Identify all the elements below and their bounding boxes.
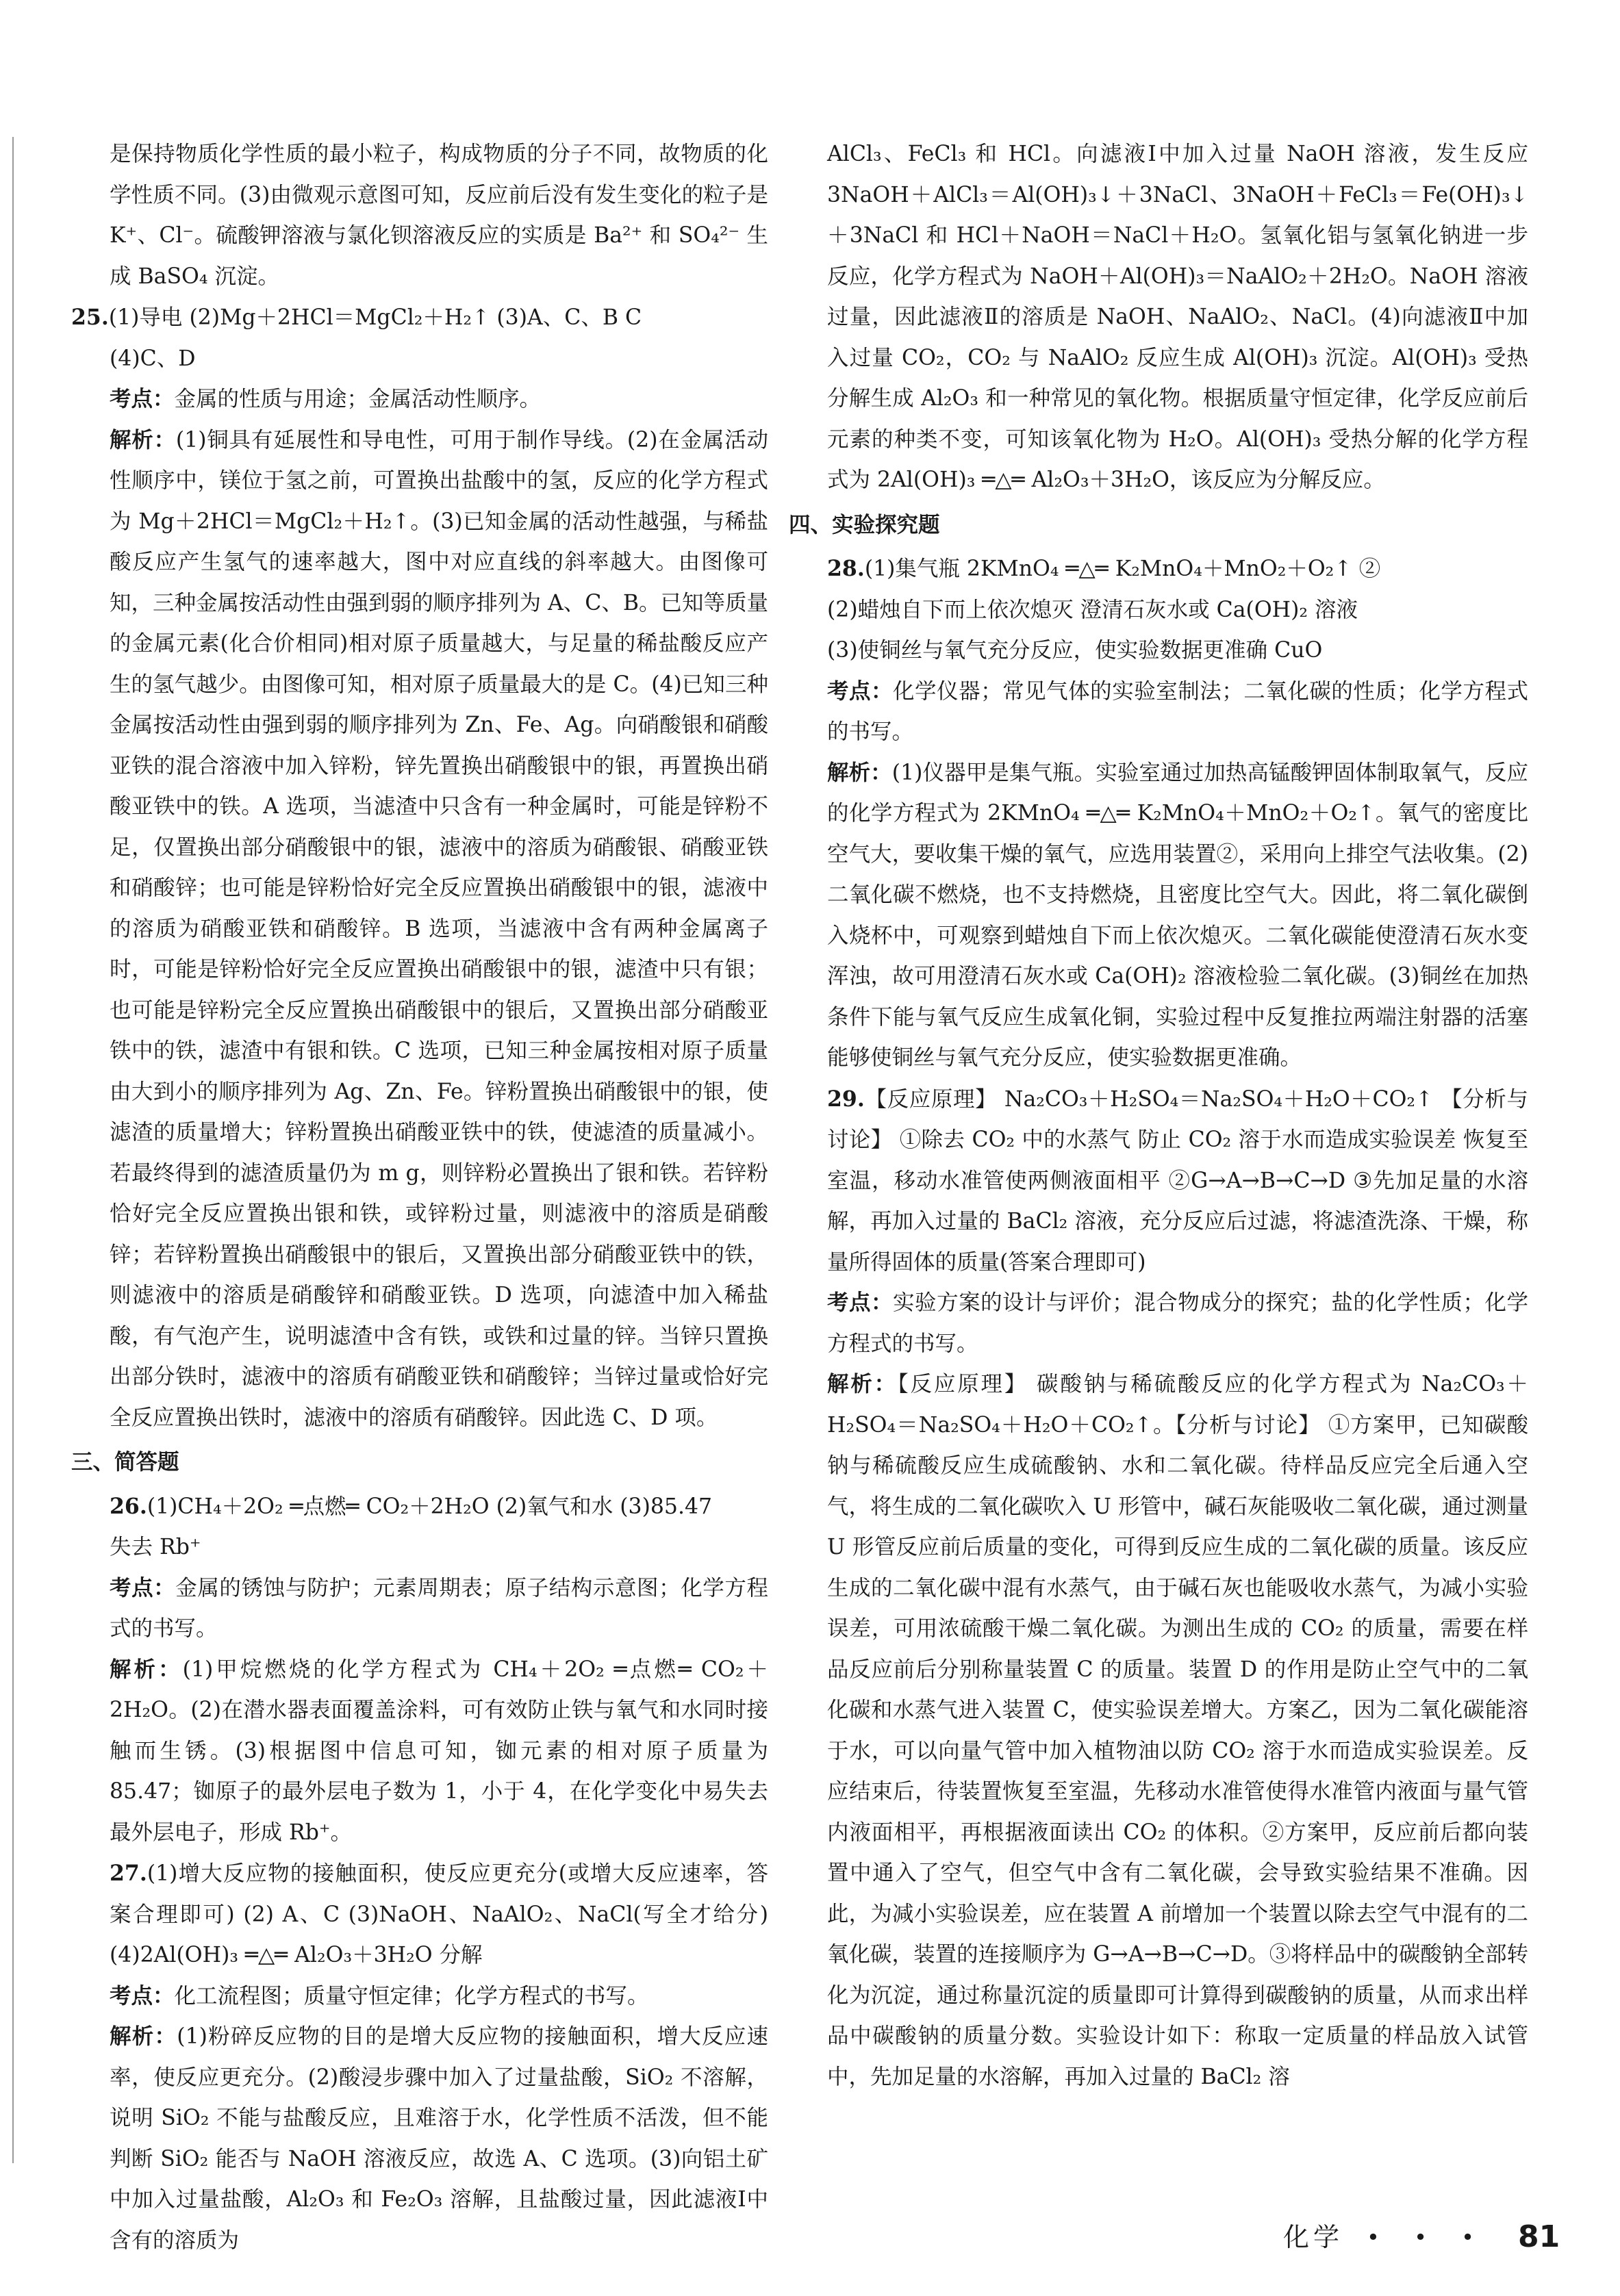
q29-jiexi: 【反应原理】 碳酸钠与稀硫酸反应的化学方程式为 Na₂CO₃＋H₂SO₄＝Na₂SO₄＋H₂O＋CO₂↑。【分析与讨论】 ①方案甲，已知碳酸钠与稀硫酸反应生成硫酸钠、水和二氧化碳。待样品反应完全后通入空气，将生成的二氧化碳吹入 U 形管中，碱石灰能吸收二氧化碳，通过测量 U 形管反应前后质量的变化，可得到反应生成的二氧化碳的质量。该反应生成的二氧化碳中混有水蒸气，由于碱石灰也能吸收水蒸气，为减小实验误差，可用浓硫酸干燥二氧化碳。为测出生成的 CO₂ 的质量，需要在样品反应前后分别称量装置 C 的质量。装置 D 的作用是防止空气中的二氧化碳和水蒸气进入装置 C，使实验误差增大。方案乙，因为二氧化碳能溶于水，可以向量气管中加入植物油以防 CO₂ 溶于水而造成实验误差。反应结束后，待装置恢复至室温，先移动水准管使得水准管内液面与量气管内液面相平，再根据液面读出 CO₂ 的体积。②方案甲，反应前后都向装置中通入了空气，但空气中含有二氧化碳，会导致实验结果不准确。因此，为减小实验误差，应在装置 A 前增加一个装置以除去空气中混有的二氧化碳，装置的连接顺序为 G→A→B→C→D。③将样品中的碳酸钠全部转化为沉淀，通过称量沉淀的质量即可计算得到碳酸钠的质量，从而求出样品中碳酸钠的质量分数。实验设计如下：称取一定质量的样品放入试管中，先加足量的水溶解，再加入过量的 BaCl₂ 溶 [827,1372,1528,2089]
q27-kaodian-label: 考点： [110,1983,175,2008]
left-margin-rule [12,137,14,2163]
q27-answer: (1)增大反应物的接触面积，使反应更充分(或增大反应速率，答案合理即可) (2) A、C (3)NaOH、NaAlO₂、NaCl(写全才给分) (4)2Al(OH)₃ ═△═ Al₂O₃＋3H₂O 分解 [110,1861,768,1967]
q24-continuation: 是保持物质化学性质的最小粒子，构成物质的分子不同，故物质的化学性质不同。(3)由微观示意图可知，反应前后没有发生变化的粒子是 K⁺、Cl⁻。硫酸钾溶液与氯化钡溶液反应的实质是 Ba²⁺ 和 SO₄²⁻ 生成 BaSO₄ 沉淀。 [110,142,768,289]
q29-answer: 【反应原理】 Na₂CO₃＋H₂SO₄＝Na₂SO₄＋H₂O＋CO₂↑ 【分析与讨论】 ①除去 CO₂ 中的水蒸气 防止 CO₂ 溶于水而造成实验误差 恢复至室温，移动水准管使两侧液面相平 ②G→A→B→C→D ③先加足量的水溶解，再加入过量的 BaCl₂ 溶液，充分反应后过滤，将滤渣洗涤、干燥，称量所得固体的质量(答案合理即可) [827,1086,1528,1275]
q28-kaodian-label: 考点： [827,678,894,704]
page-number: 81 [1517,2219,1560,2254]
q25-answer-2: (4)C、D [110,346,196,371]
q29-jiexi-label: 解析： [827,1372,898,1396]
q29-number: 29. [827,1086,865,1112]
q26-number: 26. [110,1493,147,1519]
q25-jiexi: (1)铜具有延展性和导电性，可用于制作导线。(2)在金属活动性顺序中，镁位于氢之前，可置换出盐酸中的氢，反应的化学方程式为 Mg＋2HCl＝MgCl₂＋H₂↑。(3)已知金属的活动性越强，与稀盐酸反应产生氢气的速率越大，图中对应直线的斜率越大。由图像可知，三种金属按活动性由强到弱的顺序排列为 A、C、B。已知等质量的金属元素(化合价相同)相对原子质量越大，与足量的稀盐酸反应产生的氢气越少。由图像可知，相对原子质量最大的是 C。(4)已知三种金属按活动性由强到弱的顺序排列为 Zn、Fe、Ag。向硝酸银和硝酸亚铁的混合溶液中加入锌粉，锌先置换出硝酸银中的银，再置换出硝酸亚铁中的铁。A 选项，当滤渣中只含有一种金属时，可能是锌粉不足，仅置换出部分硝酸银中的银，滤液中的溶质为硝酸银、硝酸亚铁和硝酸锌；也可能是锌粉恰好完全反应置换出硝酸银中的银，滤液中的溶质为硝酸亚铁和硝酸锌。B 选项，当滤液中含有两种金属离子时，可能是锌粉恰好完全反应置换出硝酸银中的银，滤渣中只有银；也可能是锌粉完全反应置换出硝酸银中的银后，又置换出部分硝酸亚铁中的铁，滤渣中有银和铁。C 选项，已知三种金属按相对原子质量由大到小的顺序排列为 Ag、Zn、Fe。锌粉置换出硝酸银中的银，使滤渣的质量增大；锌粉置换出硝酸亚铁中的铁，使滤渣的质量减小。若最终得到的滤渣质量仍为 m g，则锌粉必置换出了银和铁。若锌粉恰好完全反应置换出银和铁，或锌粉过量，则滤液中的溶质是硝酸锌；若锌粉置换出硝酸银中的银后，又置换出部分硝酸亚铁中的铁，则滤液中的溶质是硝酸锌和硝酸亚铁。D 选项，向滤渣中加入稀盐酸，有气泡产生，说明滤渣中含有铁，或铁和过量的锌。当锌只置换出部分铁时，滤液中的溶质有硝酸亚铁和硝酸锌；当锌过量或恰好完全反应置换出铁时，滤液中的溶质有硝酸锌。因此选 C、D 项。 [110,427,769,1430]
q26-answer-2: 失去 Rb⁺ [110,1535,201,1559]
q28-kaodian: 化学仪器；常见气体的实验室制法；二氧化碳的性质；化学方程式的书写。 [827,678,1528,744]
right-column [789,134,1528,2097]
question-25 [71,297,768,1438]
q26-answer: (1)CH₄＋2O₂ ═点燃═ CO₂＋2H₂O (2)氧气和水 (3)85.47 [147,1494,713,1519]
q25-kaodian-label: 考点： [110,387,175,411]
left-column [71,134,768,2261]
q29-kaodian: 实验方案的设计与评价；混合物成分的探究；盐的化学性质；化学方程式的书写。 [827,1290,1528,1356]
question-26 [71,1486,768,1854]
q27-number: 27. [110,1861,147,1886]
q25-number: 25. [71,305,109,330]
footer-subject: 化学 [1283,2222,1344,2252]
q28-number: 28. [827,556,865,581]
q28-answer: (1)集气瓶 2KMnO₄ ═△═ K₂MnO₄＋MnO₂＋O₂↑ ② [864,557,1381,581]
q26-kaodian-label: 考点： [110,1575,176,1600]
q27-jiexi-label: 解析： [110,2024,177,2049]
q28-jiexi: (1)仪器甲是集气瓶。实验室通过加热高锰酸钾固体制取氧气，反应的化学方程式为 2KMnO₄ ═△═ K₂MnO₄＋MnO₂＋O₂↑。氧气的密度比空气大，要收集干燥的氧气，应选用装置②，采用向上排空气法收集。(2)二氧化碳不燃烧，也不支持燃烧，且密度比空气大。因此，将二氧化碳倒入烧杯中，可观察到蜡烛自下而上依次熄灭。二氧化碳能使澄清石灰水变浑浊，故可用澄清石灰水或 Ca(OH)₂ 溶液检验二氧化碳。(3)铜丝在加热条件下能与氧气反应生成氧化铜，实验过程中反复推拉两端注射器的活塞能够使铜丝与氧气充分反应，使实验数据更准确。 [827,760,1528,1070]
q25-kaodian: 金属的性质与用途；金属活动性顺序。 [174,387,542,411]
question-28 [789,548,1528,1079]
q29-kaodian-label: 考点： [827,1290,894,1315]
section-3-heading: 三、简答题 [71,1450,179,1475]
q28-answer-2: (2)蜡烛自下而上依次熄灭 澄清石灰水或 Ca(OH)₂ 溶液 [827,597,1358,622]
q26-kaodian: 金属的锈蚀与防护；元素周期表；原子结构示意图；化学方程式的书写。 [110,1575,768,1641]
q26-jiexi: (1)甲烷燃烧的化学方程式为 CH₄＋2O₂ ═点燃═ CO₂＋2H₂O。(2)在潜水器表面覆盖涂料，可有效防止铁与氧气和水同时接触而生锈。(3)根据图中信息可知，铷元素的相对原子质量为 85.47；铷原子的最外层电子数为 1，小于 4，在化学变化中易失去最外层电子，形成 Rb⁺。 [110,1657,768,1845]
question-27 [71,1853,768,2261]
section-4-heading: 四、实验探究题 [789,512,940,537]
page-footer [1283,2217,1560,2258]
q28-answer-3: (3)使铜丝与氧气充分反应，使实验数据更准确 CuO [827,638,1323,663]
q27-jiexi: (1)粉碎反应物的目的是增大反应物的接触面积，增大反应速率，使反应更充分。(2)酸浸步骤中加入了过量盐酸，SiO₂ 不溶解，说明 SiO₂ 不能与盐酸反应，且难溶于水，化学性质不活泼，但不能判断 SiO₂ 能否与 NaOH 溶液反应，故选 A、C 选项。(3)向铝土矿中加入过量盐酸，Al₂O₃ 和 Fe₂O₃ 溶解，且盐酸过量，因此滤液Ⅰ中含有的溶质为 [110,2024,768,2253]
q27-continuation: AlCl₃、FeCl₃ 和 HCl。向滤液Ⅰ中加入过量 NaOH 溶液，发生反应 3NaOH＋AlCl₃＝Al(OH)₃↓＋3NaCl、3NaOH＋FeCl₃＝Fe(OH)₃↓＋3NaCl 和 HCl＋NaOH＝NaCl＋H₂O。氢氧化铝与氢氧化钠进一步反应，化学方程式为 NaOH＋Al(OH)₃＝NaAlO₂＋2H₂O。NaOH 溶液过量，因此滤液Ⅱ的溶质是 NaOH、NaAlO₂、NaCl。(4)向滤液Ⅱ中加入过量 CO₂，CO₂ 与 NaAlO₂ 反应生成 Al(OH)₃ 沉淀。Al(OH)₃ 受热分解生成 Al₂O₃ 和一种常见的氧化物。根据质量守恒定律，化学反应前后元素的种类不变，可知该氧化物为 H₂O。Al(OH)₃ 受热分解的化学方程式为 2Al(OH)₃ ═△═ Al₂O₃＋3H₂O，该反应为分解反应。 [827,142,1528,492]
q28-jiexi-label: 解析： [827,760,892,785]
q25-jiexi-label: 解析： [110,427,176,452]
q27-kaodian: 化工流程图；质量守恒定律；化学方程式的书写。 [174,1983,649,2008]
question-29 [789,1079,1528,2098]
footer-dots: • • • [1367,2224,1488,2250]
q26-jiexi-label: 解析： [110,1657,183,1682]
q25-answer: (1)导电 (2)Mg＋2HCl＝MgCl₂＋H₂↑ (3)A、C、B C [108,305,642,330]
